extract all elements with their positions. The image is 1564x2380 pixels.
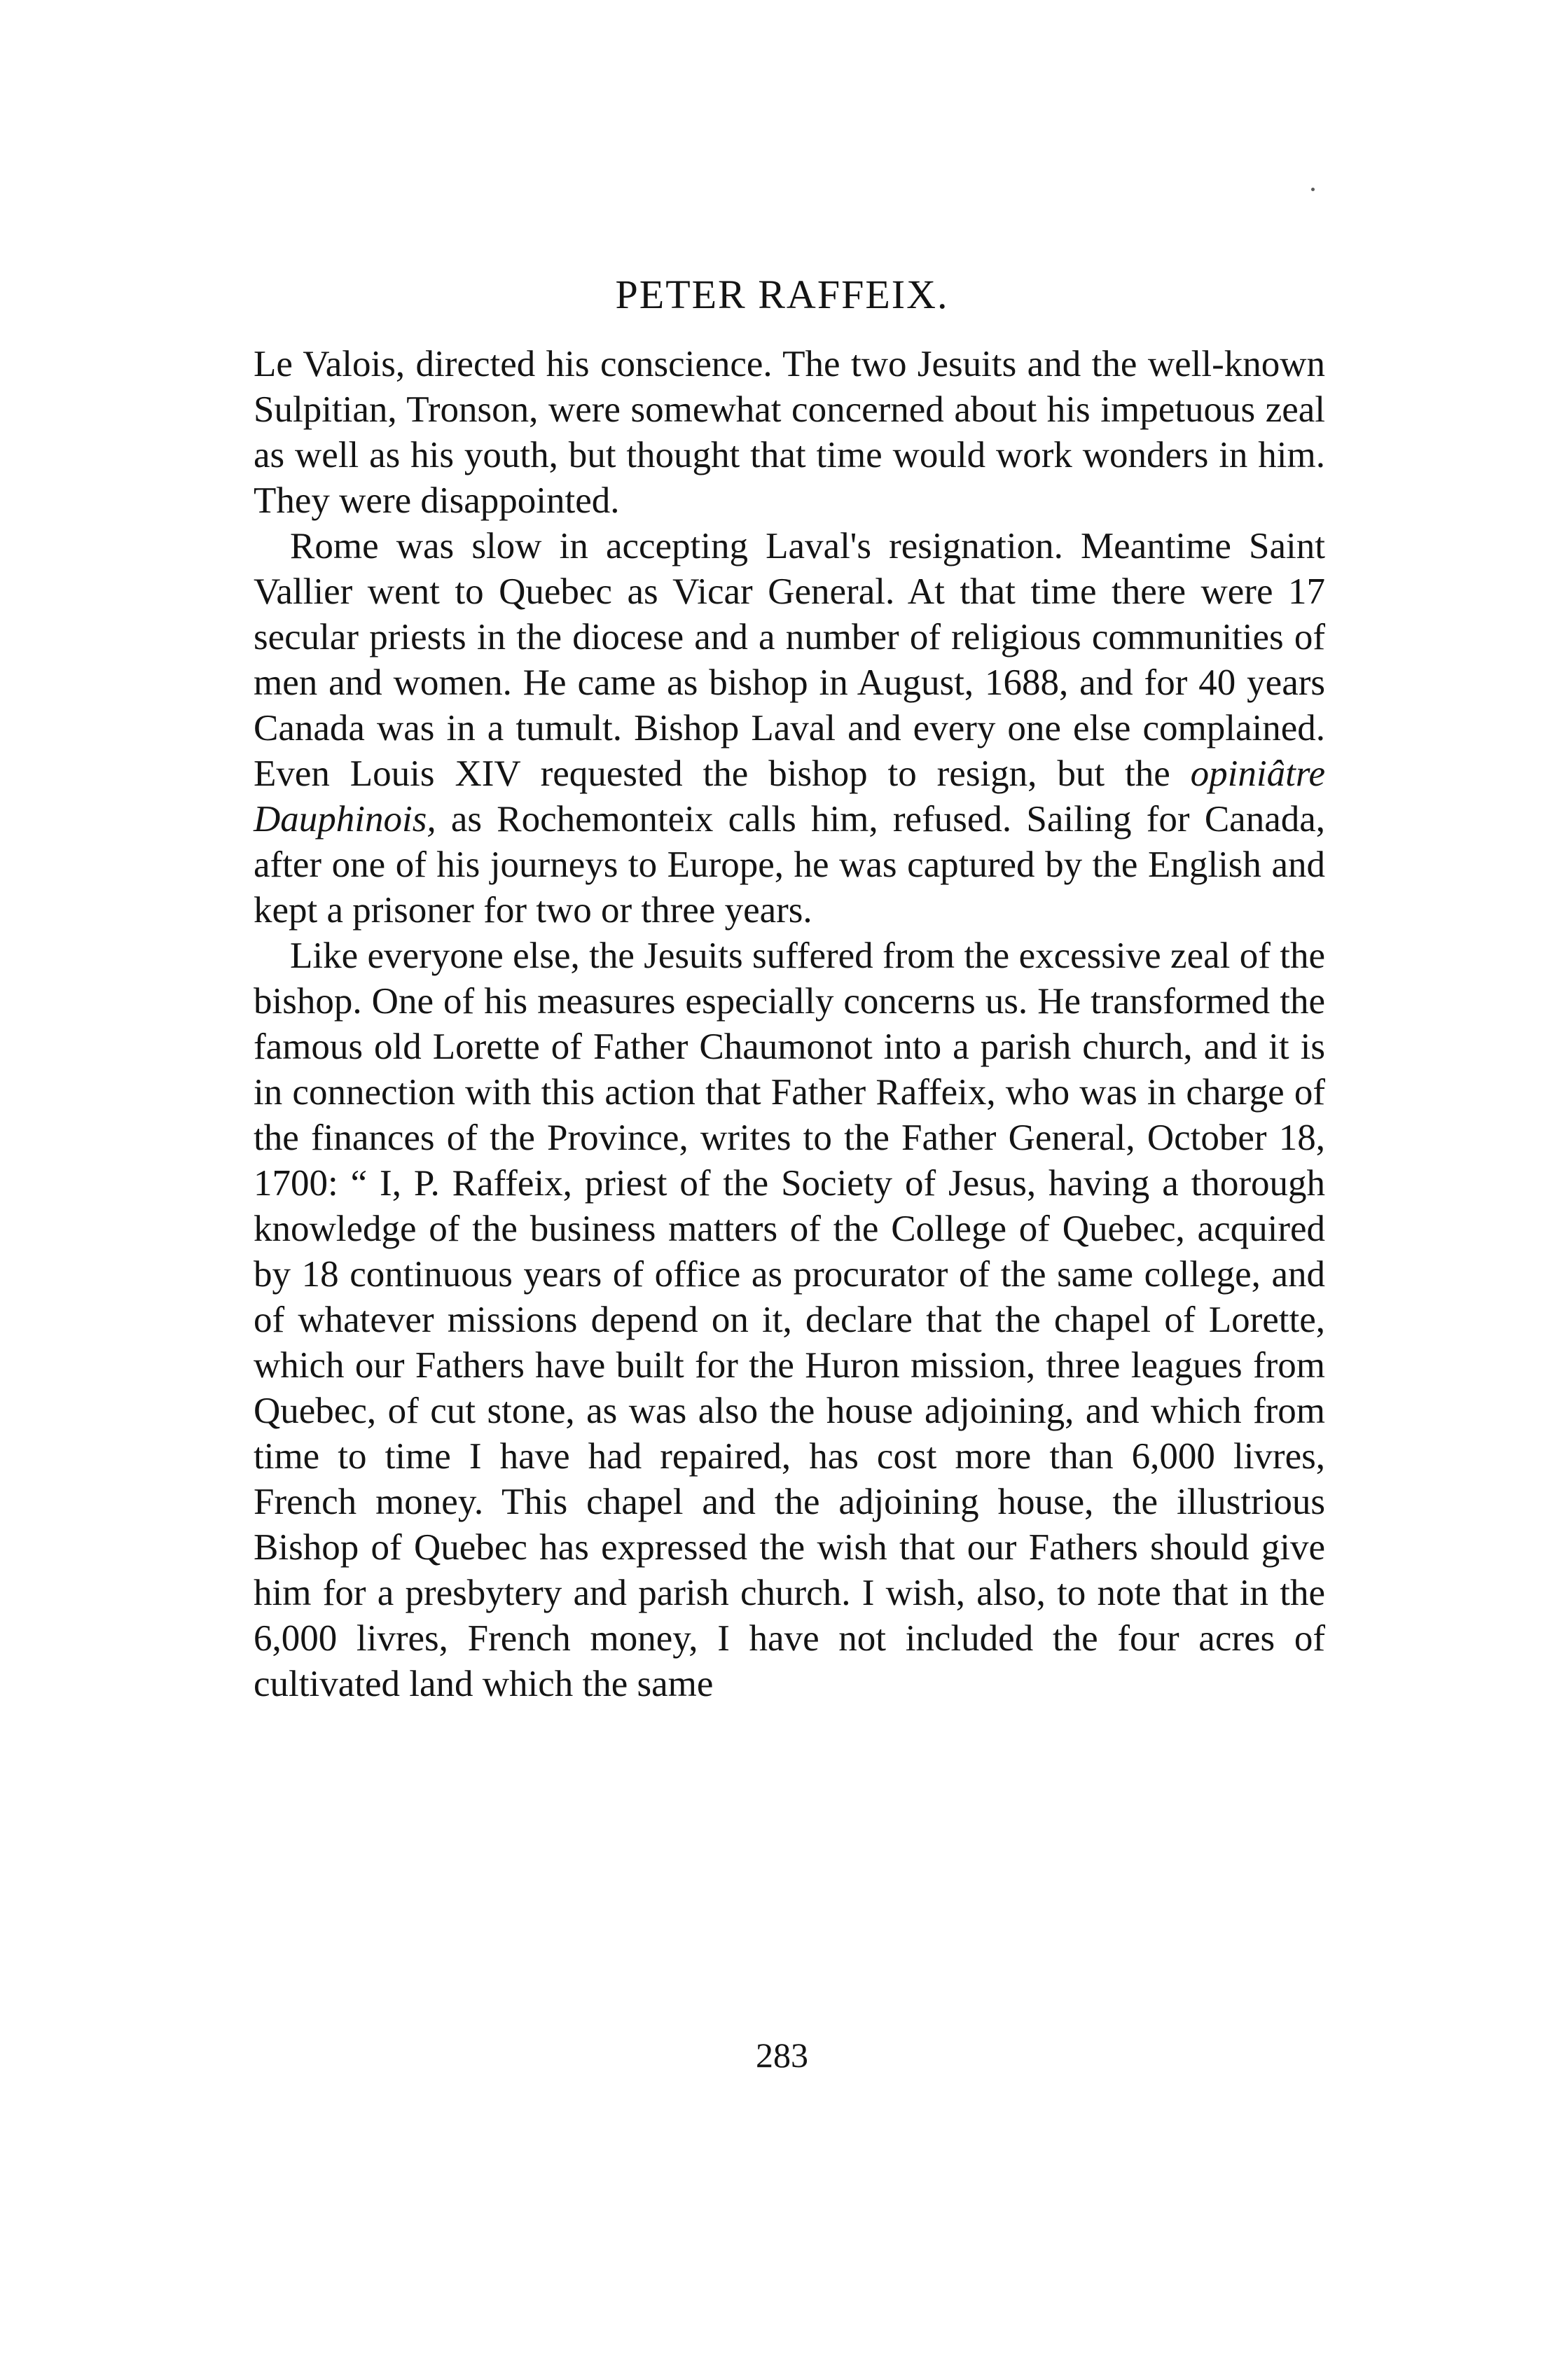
italic-phrase: opiniâtre Dauphinois, — [254, 753, 1325, 840]
scan-speck — [1311, 188, 1315, 191]
paragraph-3: Like everyone else, the Jesuits suffered from the excessive zeal of the bishop. One of his measures especially concerns us. He transformed the famous old Lorette of Father Chaumonot into a parish church, and it is in connection with this action that Father Raffeix, who was in charge of the finances of the Province, writes to the Father General, October 18, 1700: “ I, P. Raffeix, priest of the Society of Jesus, having a thorough knowledge of the business matters of the College of Quebec, acquired by 18 continuous years of office as procurator of the same college, and of whatever missions depend on it, declare that the chapel of Lorette, which our Fathers have built for the Huron mission, three leagues from Quebec, of cut stone, as was also the house adjoining, and which from time to time I have had repaired, has cost more than 6,000 livres, French money. This chapel and the adjoining house, the illustrious Bishop of Quebec has expressed the wish that our Fathers should give him for a presbytery and parish church. I wish, also, to note that in the 6,000 livres, French money, I have not included the four acres of cultivated land which the same — [254, 935, 1325, 1704]
running-head: PETER RAFFEIX. — [615, 272, 949, 317]
paragraph-1: Le Valois, directed his conscience. The two Jesuits and the well-known Sulpitian, Tronson, were somewhat concerned about his impetuous zeal as well as his youth, but thought that time would work wonders in him. They were disappointed. — [254, 344, 1325, 521]
paragraph-2 — [254, 524, 1325, 933]
paragraph-2-text-a: Rome was slow in accepting Laval's resignation. Meantime Saint Vallier went to Quebec as Vicar General. At that time there were 17 secular priests in the diocese and a number of religious communities of men and women. He came as bishop in August, 1688, and for 40 years Canada was in a tumult. Bishop Laval and every one else complained. Even Louis XIV requested the bishop to resign, but the — [254, 526, 1325, 794]
body-text — [254, 342, 1325, 1707]
page-number: 283 — [756, 2035, 808, 2075]
paragraph-2-text-b: as Rochemonteix calls him, refused. Sailing for Canada, after one of his journeys to Europe, he was captured by the English and kept a prisoner for two or three years. — [254, 799, 1325, 931]
